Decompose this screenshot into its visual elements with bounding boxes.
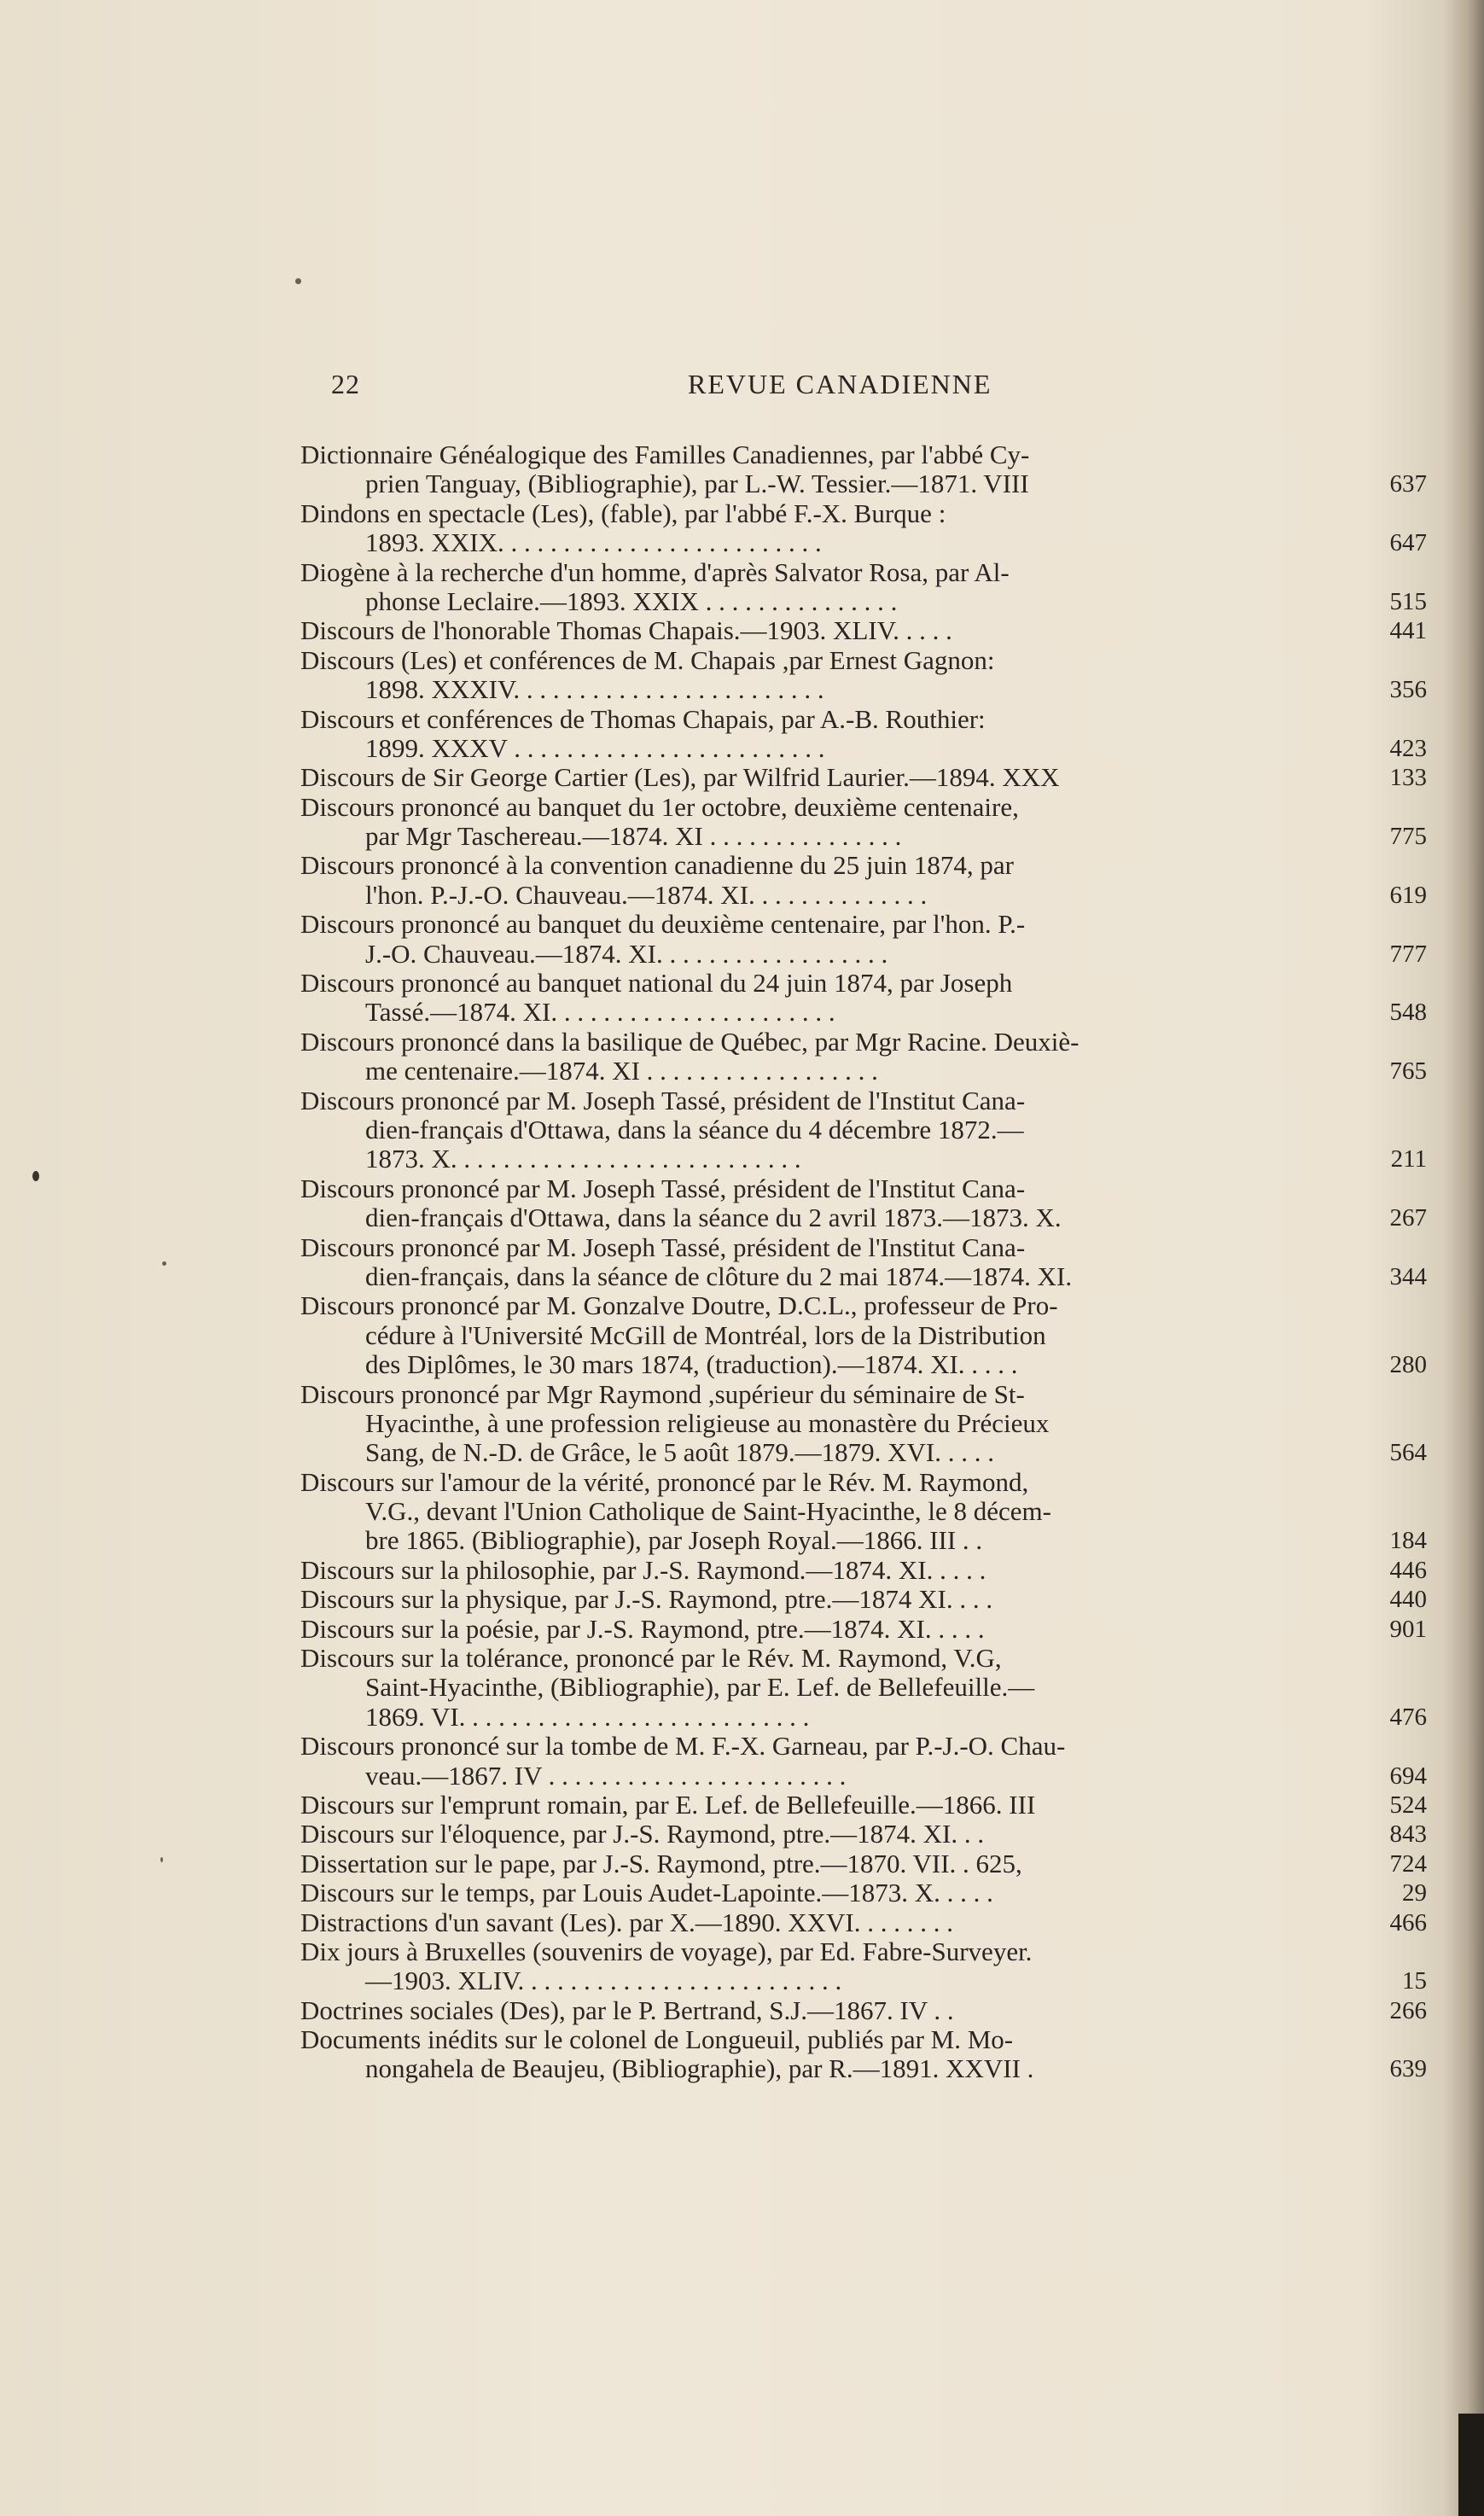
entry-title-line: Discours sur l'amour de la vérité, prononcé par le Rév. M. Raymond, xyxy=(300,1467,1029,1497)
index-entry xyxy=(300,440,1427,499)
entry-page-number: 619 xyxy=(1389,881,1427,909)
entry-page-number: 15 xyxy=(1402,1967,1427,1995)
entry-page-number: 267 xyxy=(1389,1204,1427,1232)
entry-continuation-line: 1893. XXIX. . . . . . . . . . . . . . . . . . . . . . . . . xyxy=(365,528,822,558)
entry-continuation-line: 1898. XXXIV. . . . . . . . . . . . . . . . . . . . . . . . xyxy=(365,675,824,705)
index-entry xyxy=(300,616,1427,645)
entry-continuation-line: prien Tanguay, (Bibliographie), par L.-W. Tessier.—1871. VIII xyxy=(365,469,1029,499)
index-entry xyxy=(300,1908,1427,1937)
entry-page-number: 777 xyxy=(1389,940,1427,968)
index-entry xyxy=(300,1028,1427,1086)
entry-title-line: Doctrines sociales (Des), par le P. Bertrand, S.J.—1867. IV . . xyxy=(300,1995,954,2025)
entry-title-line: Dindons en spectacle (Les), (fable), par l'abbé F.-X. Burque : xyxy=(300,498,946,528)
entry-continuation-line: bre 1865. (Bibliographie), par Joseph Royal.—1866. III . . xyxy=(365,1526,983,1556)
entry-title-line: Discours (Les) et conférences de M. Chapais ,par Ernest Gagnon: xyxy=(300,645,995,675)
entry-page-number: 901 xyxy=(1389,1615,1427,1643)
entry-continuation-line: me centenaire.—1874. XI . . . . . . . . . . . . . . . . . . xyxy=(365,1057,878,1086)
index-entry xyxy=(300,1937,1427,1996)
entry-page-number: 564 xyxy=(1389,1439,1427,1467)
entry-title-line: Discours sur la poésie, par J.-S. Raymond, ptre.—1874. XI. . . . . xyxy=(300,1614,985,1644)
entry-title-line: Discours prononcé au banquet national du 24 juin 1874, par Joseph xyxy=(300,969,1013,999)
index-entry xyxy=(300,1585,1427,1614)
entry-continuation-line: Hyacinthe, à une profession religieuse au monastère du Précieux xyxy=(365,1408,1050,1438)
paper-speck xyxy=(160,1857,163,1862)
entry-page-number: 133 xyxy=(1389,764,1427,792)
entry-page-number: 184 xyxy=(1389,1527,1427,1555)
page-corner-shadow xyxy=(1458,2414,1484,2516)
index-entry xyxy=(300,1878,1427,1907)
entry-title-line: Discours sur la philosophie, par J.-S. Raymond.—1874. XI. . . . . xyxy=(300,1555,986,1585)
entry-page-number: 446 xyxy=(1389,1556,1427,1584)
index-entry xyxy=(300,969,1427,1028)
entry-title-line: Discours prononcé dans la basilique de Québec, par Mgr Racine. Deuxiè- xyxy=(300,1027,1080,1057)
entry-continuation-line: cédure à l'Université McGill de Montréal, lors de la Distribution xyxy=(365,1320,1046,1350)
index-entries xyxy=(300,440,1427,2084)
entry-page-number: 775 xyxy=(1389,823,1427,851)
entry-page-number: 211 xyxy=(1390,1145,1427,1174)
entry-page-number: 356 xyxy=(1389,676,1427,704)
entry-page-number: 724 xyxy=(1389,1849,1427,1878)
index-entry xyxy=(300,558,1427,617)
entry-title-line: Discours prononcé au banquet du deuxième centenaire, par l'hon. P.- xyxy=(300,910,1026,940)
entry-continuation-line: —1903. XLIV. . . . . . . . . . . . . . . . . . . . . . . . . xyxy=(365,1966,842,1996)
entry-title-line: Discours sur la physique, par J.-S. Raymond, ptre.—1874 XI. . . . xyxy=(300,1585,993,1615)
index-entry xyxy=(300,910,1427,969)
index-entry xyxy=(300,1996,1427,2025)
entry-page-number: 476 xyxy=(1389,1703,1427,1731)
entry-page-number: 441 xyxy=(1389,617,1427,645)
entry-page-number: 548 xyxy=(1389,999,1427,1027)
paper-speck xyxy=(162,1261,166,1266)
entry-page-number: 843 xyxy=(1389,1820,1427,1849)
entry-continuation-line: 1899. XXXV . . . . . . . . . . . . . . . . . . . . . . . . xyxy=(365,733,825,763)
index-entry xyxy=(300,1380,1427,1468)
index-entry xyxy=(300,1233,1427,1292)
entry-page-number: 344 xyxy=(1389,1262,1427,1290)
index-entry xyxy=(300,1291,1427,1379)
entry-continuation-line: Tassé.—1874. XI. . . . . . . . . . . . . . . . . . . . . . xyxy=(365,998,835,1028)
entry-title-line: Dix jours à Bruxelles (souvenirs de voyage), par Ed. Fabre-Surveyer. xyxy=(300,1937,1033,1966)
entry-continuation-line: 1869. VI. . . . . . . . . . . . . . . . . . . . . . . . . . . xyxy=(365,1702,810,1732)
entry-page-number: 440 xyxy=(1389,1586,1427,1614)
index-entry xyxy=(300,1849,1427,1878)
entry-title-line: Discours et conférences de Thomas Chapais, par A.-B. Routhier: xyxy=(300,704,986,734)
entry-page-number: 647 xyxy=(1389,529,1427,557)
entry-page-number: 637 xyxy=(1389,470,1427,498)
entry-continuation-line: V.G., devant l'Union Catholique de Saint-Hyacinthe, le 8 décem- xyxy=(365,1497,1051,1527)
index-entry xyxy=(300,1732,1427,1791)
index-entry xyxy=(300,1644,1427,1732)
entry-title-line: Discours sur la tolérance, prononcé par le Rév. M. Raymond, V.G, xyxy=(300,1644,1002,1674)
index-entry xyxy=(300,1820,1427,1849)
page-edge-shadow xyxy=(1443,0,1484,2516)
index-entry xyxy=(300,1556,1427,1585)
entry-title-line: Discours de l'honorable Thomas Chapais.—1903. XLIV. . . . . xyxy=(300,616,952,646)
entry-title-line: Documents inédits sur le colonel de Longueuil, publiés par M. Mo- xyxy=(300,2025,1014,2055)
index-entry xyxy=(300,793,1427,852)
index-entry xyxy=(300,851,1427,910)
index-entry xyxy=(300,499,1427,558)
entry-continuation-line: nongahela de Beaujeu, (Bibliographie), par R.—1891. XXVII . xyxy=(365,2054,1034,2084)
index-entry xyxy=(300,1791,1427,1820)
entry-continuation-line: phonse Leclaire.—1893. XXIX . . . . . . . . . . . . . . . xyxy=(365,586,898,616)
entry-page-number: 266 xyxy=(1389,1996,1427,2024)
index-entry xyxy=(300,705,1427,764)
entry-page-number: 694 xyxy=(1389,1762,1427,1790)
entry-page-number: 639 xyxy=(1389,2055,1427,2083)
paper-speck xyxy=(32,1171,39,1181)
entry-continuation-line: dien-français d'Ottawa, dans la séance du 2 avril 1873.—1873. X. xyxy=(365,1203,1062,1233)
running-title: REVUE CANADIENNE xyxy=(688,369,992,399)
entry-continuation-line: J.-O. Chauveau.—1874. XI. . . . . . . . . . . . . . . . . . xyxy=(365,939,888,969)
entry-title-line: Discours prononcé par M. Joseph Tassé, président de l'Institut Cana- xyxy=(300,1174,1026,1203)
entry-title-line: Diogène à la recherche d'un homme, d'après Salvator Rosa, par Al- xyxy=(300,557,1010,587)
entry-title-line: Discours sur l'emprunt romain, par E. Lef. de Bellefeuille.—1866. III xyxy=(300,1790,1036,1820)
entry-title-line: Discours sur le temps, par Louis Audet-Lapointe.—1873. X. . . . . xyxy=(300,1878,993,1908)
entry-title-line: Discours de Sir George Cartier (Les), par Wilfrid Laurier.—1894. XXX xyxy=(300,763,1060,793)
entry-page-number: 29 xyxy=(1402,1879,1427,1907)
index-entry xyxy=(300,2025,1427,2084)
index-entry xyxy=(300,1174,1427,1233)
entry-page-number: 765 xyxy=(1389,1057,1427,1086)
entry-continuation-line: dien-français d'Ottawa, dans la séance du 4 décembre 1872.— xyxy=(365,1115,1024,1144)
entry-title-line: Discours prononcé par Mgr Raymond ,supérieur du séminaire de St- xyxy=(300,1379,1025,1409)
index-entry xyxy=(300,763,1427,792)
entry-title-line: Discours prononcé sur la tombe de M. F.-X. Garneau, par P.-J.-O. Chau- xyxy=(300,1732,1066,1762)
entry-title-line: Discours prononcé à la convention canadienne du 25 juin 1874, par xyxy=(300,851,1014,881)
index-entry xyxy=(300,1615,1427,1644)
index-entry xyxy=(300,1086,1427,1174)
entry-title-line: Discours sur l'éloquence, par J.-S. Raymond, ptre.—1874. XI. . . xyxy=(300,1820,985,1849)
index-entry xyxy=(300,1468,1427,1556)
entry-page-number: 524 xyxy=(1389,1791,1427,1819)
entry-page-number: 423 xyxy=(1389,734,1427,762)
entry-continuation-line: par Mgr Taschereau.—1874. XI . . . . . . . . . . . . . . . xyxy=(365,822,902,852)
entry-continuation-line: 1873. X. . . . . . . . . . . . . . . . . . . . . . . . . . . xyxy=(365,1144,801,1174)
entry-continuation-line: veau.—1867. IV . . . . . . . . . . . . . . . . . . . . . . . xyxy=(365,1761,847,1791)
page-number: 22 xyxy=(331,369,360,399)
index-entry xyxy=(300,646,1427,705)
entry-continuation-line: Sang, de N.-D. de Grâce, le 5 août 1879.—1879. XVI. . . . . xyxy=(365,1438,994,1468)
entry-page-number: 466 xyxy=(1389,1908,1427,1937)
paper-speck xyxy=(295,278,301,284)
entry-page-number: 280 xyxy=(1389,1351,1427,1379)
entry-title-line: Dissertation sur le pape, par J.-S. Raymond, ptre.—1870. VII. . 625, xyxy=(300,1849,1022,1878)
entry-continuation-line: des Diplômes, le 30 mars 1874, (traduction).—1874. XI. . . . . xyxy=(365,1350,1018,1380)
entry-page-number: 515 xyxy=(1389,587,1427,615)
entry-continuation-line: l'hon. P.-J.-O. Chauveau.—1874. XI. . . . . . . . . . . . . . xyxy=(365,880,928,910)
entry-title-line: Distractions d'un savant (Les). par X.—1890. XXVI. . . . . . . . xyxy=(300,1907,953,1937)
entry-title-line: Discours prononcé par M. Joseph Tassé, président de l'Institut Cana- xyxy=(300,1232,1026,1262)
entry-title-line: Discours prononcé par M. Joseph Tassé, président de l'Institut Cana- xyxy=(300,1086,1026,1115)
entry-title-line: Discours prononcé au banquet du 1er octobre, deuxième centenaire, xyxy=(300,792,1019,822)
page-header xyxy=(331,369,1423,403)
entry-title-line: Dictionnaire Généalogique des Familles Canadiennes, par l'abbé Cy- xyxy=(300,440,1030,469)
entry-continuation-line: dien-français, dans la séance de clôture du 2 mai 1874.—1874. XI. xyxy=(365,1261,1073,1291)
entry-continuation-line: Saint-Hyacinthe, (Bibliographie), par E. Lef. de Bellefeuille.— xyxy=(365,1673,1035,1703)
entry-title-line: Discours prononcé par M. Gonzalve Doutre, D.C.L., professeur de Pro- xyxy=(300,1291,1058,1321)
